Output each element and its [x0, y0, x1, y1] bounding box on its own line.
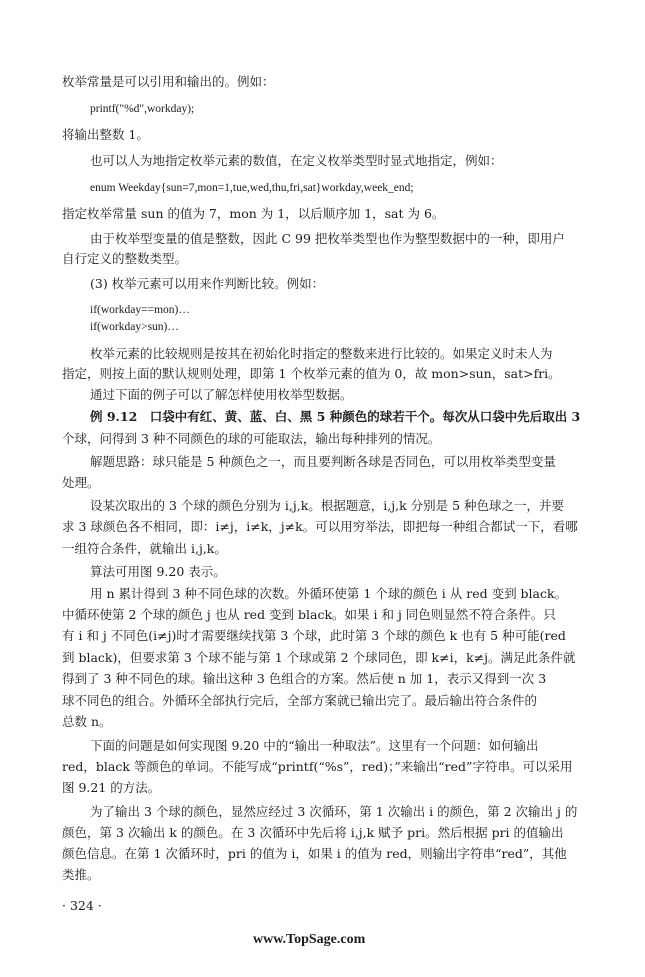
code-line: if(workday>sun)… — [90, 321, 179, 333]
paragraph-line: 为了输出 3 个球的颜色，显然应经过 3 次循环，第 1 次输出 i 的颜色，第 2 次输出 j 的 — [90, 804, 578, 819]
paragraph-line: 自行定义的整数类型。 — [62, 251, 188, 266]
paragraph-line: 个球，问得到 3 种不同颜色的球的可能取法，输出每种排列的情况。 — [62, 431, 441, 446]
paragraph-line: 到 black)，但要求第 3 个球不能与第 1 个球或第 2 个球同色，即 k≠i，k≠j。满足此条件就 — [62, 650, 576, 665]
code-line: enum Weekday{sun=7,mon=1,tue,wed,thu,fri,sat}workday,week_end; — [90, 182, 414, 194]
paragraph-line: 指定枚举常量 sun 的值为 7，mon 为 1，以后顺序加 1，sat 为 6。 — [62, 206, 445, 221]
paragraph-line: 总数 n。 — [62, 714, 112, 729]
paragraph-line: 指定，则按上面的默认规则处理，即第 1 个枚举元素的值为 0，故 mon>sun，sat>fri。 — [62, 366, 561, 381]
paragraph-line: 颜色，第 3 次输出 k 的颜色。在 3 次循环中先后将 i,j,k 赋予 pri。然后根据 pri 的值输出 — [62, 825, 564, 840]
paragraph-line: 下面的问题是如何实现图 9.20 中的“输出一种取法”。这里有一个问题：如何输出 — [90, 738, 539, 753]
paragraph-line: 类推。 — [62, 867, 100, 882]
code-line: if(workday==mon)… — [90, 304, 190, 316]
paragraph-line: 一组符合条件，就输出 i,j,k。 — [62, 541, 227, 556]
paragraph-line: 中循环使第 2 个球的颜色 j 也从 red 变到 black。如果 i 和 j 同色则显然不符合条件。只 — [62, 607, 556, 622]
paragraph-line: 得到了 3 种不同色的球。输出这种 3 色组合的方案。然后使 n 加 1，表示又得到一次 3 — [62, 671, 547, 686]
paragraph-line: 枚举常量是可以引用和输出的。例如： — [62, 74, 275, 89]
footer-url: www.TopSage.com — [253, 932, 366, 947]
code-line: printf("%d",workday); — [90, 103, 195, 115]
paragraph-line: 算法可用图 9.20 表示。 — [90, 564, 226, 579]
paragraph-line: 球不同色的组合。外循环全部执行完后，全部方案就已输出完了。最后输出符合条件的 — [62, 693, 538, 708]
paragraph-line: 用 n 累计得到 3 种不同色球的次数。外循环使第 1 个球的颜色 i 从 red 变到 black。 — [90, 586, 568, 601]
paragraph-line: 由于枚举型变量的值是整数，因此 C 99 把枚举类型也作为整型数据中的一种，即用户 — [90, 231, 565, 246]
page-number: · 324 · — [62, 898, 102, 913]
paragraph-line: 求 3 球颜色各不相同，即：i≠j，i≠k，j≠k。可以用穷举法，即把每一种组合都试一下，看哪 — [62, 519, 578, 534]
paragraph-line: 颜色信息。在第 1 次循环时，pri 的值为 i，如果 i 的值为 red，则输出字符串“red”，其他 — [62, 846, 567, 861]
paragraph-line: 将输出整数 1。 — [62, 127, 149, 142]
solution-idea-line: 解题思路：球只能是 5 种颜色之一，而且要判断各球是否同色，可以用枚举类型变量 — [90, 454, 556, 469]
paragraph-line: 枚举元素的比较规则是按其在初始化时指定的整数来进行比较的。如果定义时未人为 — [90, 346, 553, 361]
paragraph-line: 有 i 和 j 不同色(i≠j)时才需要继续找第 3 个球，此时第 3 个球的颜色 k 也有 5 种可能(red — [62, 628, 566, 643]
paragraph-line: (3) 枚举元素可以用来作判断比较。例如： — [90, 276, 325, 291]
paragraph-line: 也可以人为地指定枚举元素的数值，在定义枚举类型时显式地指定，例如： — [90, 153, 503, 168]
paragraph-line: 设某次取出的 3 个球的颜色分别为 i,j,k。根据题意，i,j,k 分别是 5 种色球之一，并要 — [90, 498, 565, 513]
paragraph-line: 图 9.21 的方法。 — [62, 780, 161, 795]
paragraph-line: 处理。 — [62, 475, 100, 490]
example-heading-line: 例 9.12 口袋中有红、黄、蓝、白、黑 5 种颜色的球若干个。每次从口袋中先后取出 3 — [90, 409, 581, 424]
paragraph-line: 通过下面的例子可以了解怎样使用枚举型数据。 — [90, 387, 353, 402]
paragraph-line: red，black 等颜色的单词。不能写成“printf(“%s”，red)；”来输出“red”字符串。可以采用 — [62, 759, 573, 774]
